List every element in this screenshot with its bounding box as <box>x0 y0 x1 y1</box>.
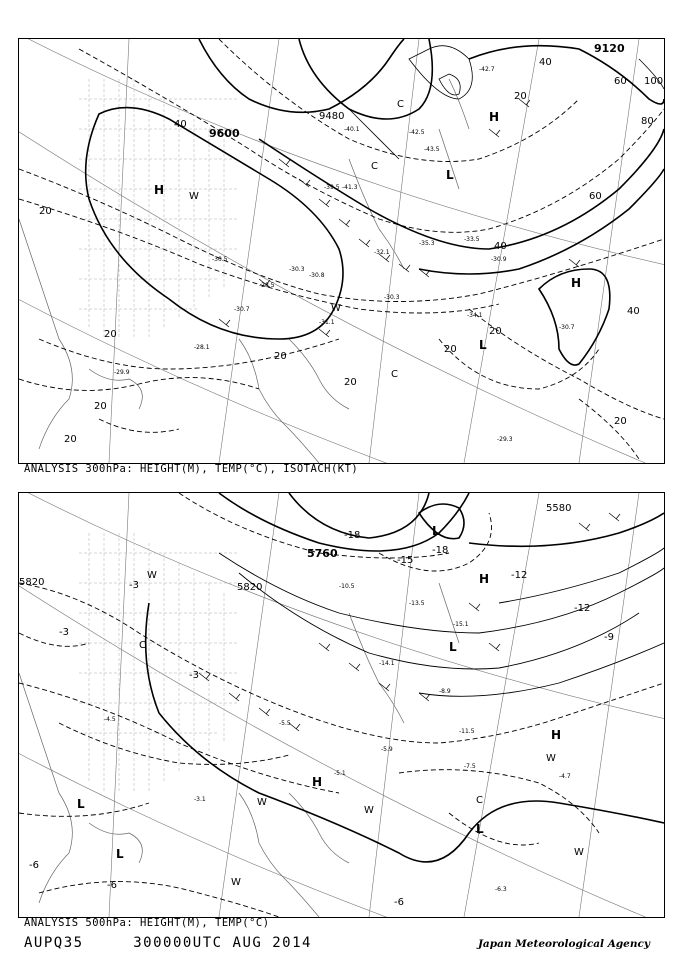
low-pressure-marker: L <box>479 338 487 352</box>
low-pressure-marker: L <box>476 822 484 836</box>
isotach-label: 40 <box>174 119 187 130</box>
height-label: 5580 <box>546 503 572 514</box>
isotach-label: 20 <box>94 401 107 412</box>
hatch-area-300 <box>79 79 239 339</box>
isotach-label: 80 <box>641 116 654 127</box>
height-label: 9600 <box>209 127 240 140</box>
temp-label: -4.5 <box>104 716 116 723</box>
cold-advection-mark: C <box>397 99 404 110</box>
isotach-label: 40 <box>494 241 507 252</box>
map-300hpa-svg <box>19 39 664 463</box>
temp-label: -41.3 <box>342 184 358 191</box>
temp-label: -11.5 <box>459 728 475 735</box>
map-panel-300hpa <box>18 38 665 464</box>
temp-label: -15.1 <box>453 621 469 628</box>
wind-barbs-300 <box>219 99 580 337</box>
warm-advection-mark: W <box>257 797 267 808</box>
temp-label: -18 <box>344 530 361 541</box>
temp-label: -5.5 <box>279 720 291 727</box>
height-contours-500 <box>146 493 664 862</box>
low-pressure-marker: L <box>446 168 454 182</box>
hatch-area-500 <box>79 533 239 793</box>
isotach-label: 20 <box>104 329 117 340</box>
temp-label: -8.9 <box>439 688 451 695</box>
high-pressure-marker: H <box>489 110 500 124</box>
high-pressure-marker: H <box>312 775 323 789</box>
cold-advection-mark: C <box>371 161 378 172</box>
agency-name: Japan Meteorological Agency <box>477 938 650 950</box>
isotach-label: 20 <box>489 326 502 337</box>
temp-label: -6 <box>394 897 404 908</box>
temp-label: -3.1 <box>194 796 206 803</box>
temp-label: -5.1 <box>334 770 346 777</box>
temp-label: -15 <box>397 555 414 566</box>
warm-advection-mark: W <box>189 191 199 202</box>
temp-label: -31.1 <box>319 319 335 326</box>
temp-label: -10.5 <box>339 583 355 590</box>
temp-label: -30.3 <box>289 266 305 273</box>
low-pressure-marker: L <box>449 640 457 654</box>
temp-label: -3 <box>189 670 199 681</box>
temp-label: -28.1 <box>194 344 210 351</box>
low-pressure-marker: L <box>116 847 124 861</box>
temp-label: -40.1 <box>344 126 360 133</box>
temp-label: -30.5 <box>212 256 228 263</box>
high-pressure-marker: H <box>479 572 490 586</box>
isotach-label: 60 <box>614 76 627 87</box>
high-pressure-marker: H <box>571 276 582 290</box>
chart-datetime: 300000UTC AUG 2014 <box>133 935 312 951</box>
temp-label: -32.1 <box>374 249 390 256</box>
temp-label: -39.5 <box>324 184 340 191</box>
chart-code <box>24 935 312 951</box>
temp-label: -12 <box>574 603 591 614</box>
isotach-label: 20 <box>614 416 627 427</box>
temp-label: -13.5 <box>409 600 425 607</box>
temp-label: -30.3 <box>384 294 400 301</box>
low-pressure-marker: L <box>77 797 85 811</box>
temp-label: -14.1 <box>379 660 395 667</box>
temp-label: -34.1 <box>467 312 483 319</box>
chart-id: AUPQ35 <box>24 935 84 951</box>
height-label: 5820 <box>19 577 45 588</box>
isotach-label: 20 <box>344 377 357 388</box>
temp-label: -28.5 <box>259 282 275 289</box>
isotach-label: 20 <box>64 434 77 445</box>
warm-advection-mark: W <box>546 753 556 764</box>
cold-advection-mark: C <box>391 369 398 380</box>
isotach-label: 20 <box>274 351 287 362</box>
temp-label: -6.3 <box>495 886 507 893</box>
warm-advection-mark: W <box>331 303 341 314</box>
warm-advection-mark: W <box>231 877 241 888</box>
temp-label: -30.9 <box>491 256 507 263</box>
isotach-label: 40 <box>539 57 552 68</box>
cold-advection-mark: C <box>139 640 146 651</box>
temp-label: -33.5 <box>464 236 480 243</box>
temp-label: -5.9 <box>381 746 393 753</box>
height-contours-300 <box>86 39 664 365</box>
temp-label: -42.5 <box>409 129 425 136</box>
temp-label: -43.5 <box>424 146 440 153</box>
temp-label: -9 <box>604 632 614 643</box>
low-pressure-marker: L <box>432 524 440 538</box>
temp-label: -30.7 <box>559 324 575 331</box>
temp-label: -3 <box>129 580 139 591</box>
caption-300hpa: ANALYSIS 300hPa: HEIGHT(M), TEMP(°C), ISOTACH(KT) <box>24 463 359 475</box>
height-label: 9480 <box>319 111 345 122</box>
wind-barbs-500 <box>199 513 620 731</box>
caption-500hpa: ANALYSIS 500hPa: HEIGHT(M), TEMP(°C) <box>24 917 270 929</box>
height-contours-thin-500 <box>219 548 664 696</box>
map-500hpa-svg <box>19 493 664 917</box>
temp-label: -35.3 <box>419 240 435 247</box>
height-label: 9120 <box>594 42 625 55</box>
temp-label: -6 <box>107 880 117 891</box>
warm-advection-mark: W <box>574 847 584 858</box>
temp-label: -29.3 <box>497 436 513 443</box>
temp-label: -42.7 <box>479 66 495 73</box>
isotach-label: 100 <box>644 76 664 87</box>
cold-advection-mark: C <box>476 795 483 806</box>
temp-label: -6 <box>29 860 39 871</box>
map-panel-500hpa <box>18 492 665 918</box>
isotach-label: 40 <box>627 306 640 317</box>
height-label: 5820 <box>237 582 263 593</box>
coastline-500 <box>19 583 459 917</box>
high-pressure-marker: H <box>154 183 165 197</box>
warm-advection-mark: W <box>147 570 157 581</box>
temp-label: -4.7 <box>559 773 571 780</box>
temp-label: -29.9 <box>114 369 130 376</box>
isotach-label: 20 <box>39 206 52 217</box>
temp-label: -3 <box>59 627 69 638</box>
temp-label: -18 <box>432 545 449 556</box>
temp-label: -7.5 <box>464 763 476 770</box>
height-label: 5760 <box>307 547 338 560</box>
temp-label: -30.7 <box>234 306 250 313</box>
temp-label: -30.8 <box>309 272 325 279</box>
isotach-label: 20 <box>444 344 457 355</box>
temp-label: -12 <box>511 570 528 581</box>
isotach-label: 60 <box>589 191 602 202</box>
warm-advection-mark: W <box>364 805 374 816</box>
coastline-300 <box>19 79 469 463</box>
high-pressure-marker: H <box>551 728 562 742</box>
isotach-label: 20 <box>514 91 527 102</box>
